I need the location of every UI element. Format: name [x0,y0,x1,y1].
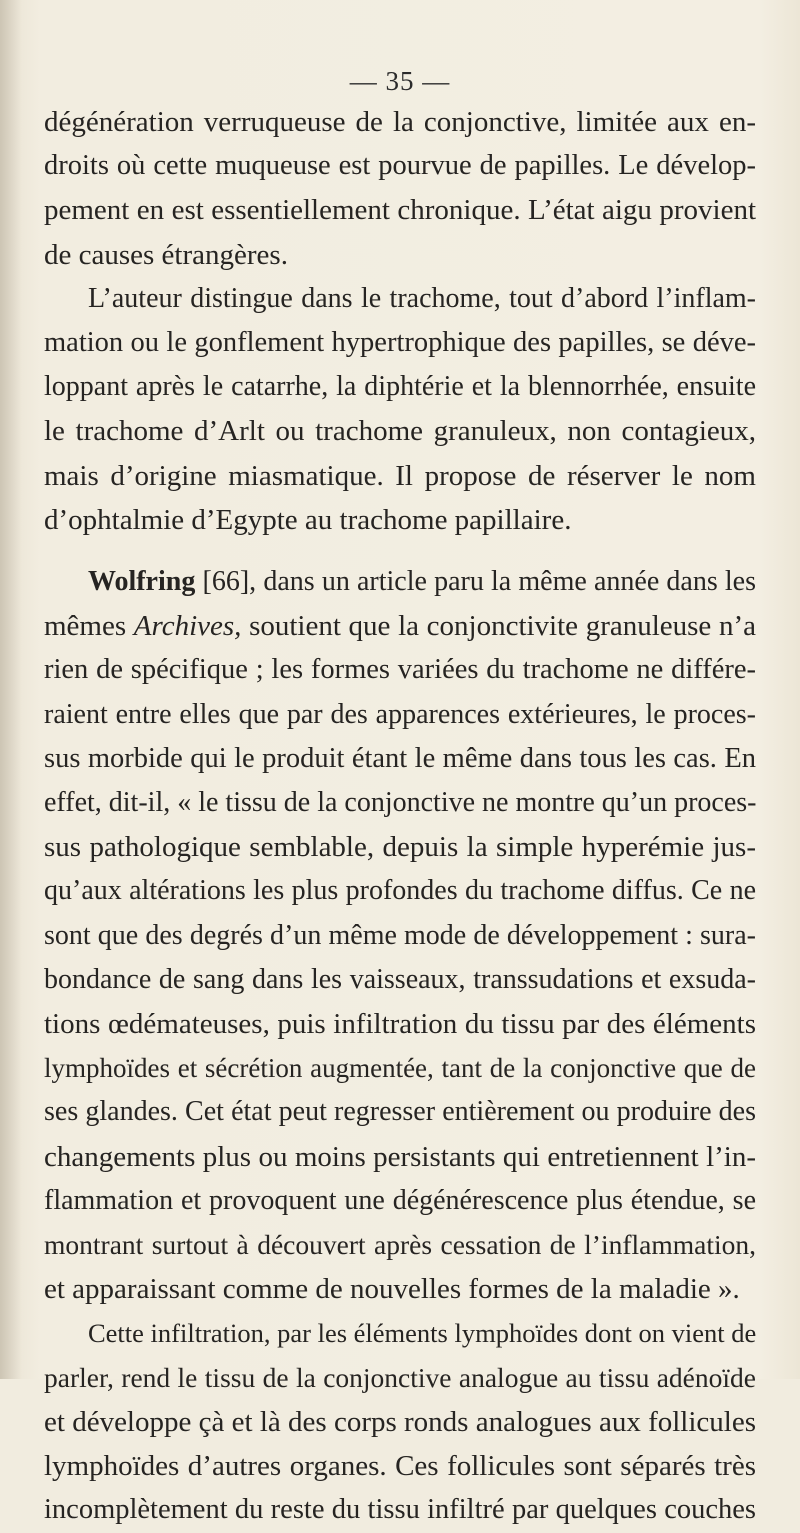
text-line: L’auteur distingue dans le trachome, tout d’abord l’inflam- [88,282,756,314]
text-line: le trachome d’Arlt ou trachome granuleux, non contagieux, [44,415,756,448]
text-line: mation ou le gonflement hypertrophique des papilles, se déve- [44,327,756,359]
reference-number: [66], [202,566,257,598]
journal-title: Archives, [133,610,242,643]
text-line: mais d’origine miasmatique. Il propose de réserver le nom [44,459,756,492]
text-line: sus pathologique semblable, depuis la simple hyperémie jus- [44,831,756,864]
text-line: de causes étrangères. [44,238,288,271]
text-line: ses glandes. Cet état peut regresser entièrement ou produire des [44,1096,756,1128]
text-line: droits où cette muqueuse est pourvue de papilles. Le dévelop- [44,150,756,182]
paragraph-1 [44,100,756,277]
text-line: Cette infiltration, par les éléments lymphoïdes dont on vient de [88,1318,757,1349]
body-text [44,100,756,1533]
paragraph-3 [44,560,756,1311]
text-line: tions œdémateuses, puis infiltration du tissu par des éléments [44,1008,756,1041]
text-line: sus morbide qui le produit étant le même dans tous les cas. En [44,742,756,774]
text-line: raient entre elles que par des apparences extérieures, le proces- [44,698,756,730]
text-line: rien de spécifique ; les formes variées du trachome ne différe- [44,654,756,686]
text-line: lymphoïdes d’autres organes. Ces follicules sont séparés très [44,1450,756,1483]
paragraph-4 [44,1311,756,1532]
paragraph-2 [44,277,756,542]
text-line: montrant surtout à découvert après cessation de l’inflammation, [44,1229,756,1261]
paragraph-gap [44,542,756,560]
text-line: pement en est essentiellement chronique. L’état aigu provient [44,194,756,227]
line-rest: dans un article paru la même année dans les [256,566,757,598]
text-line [44,604,756,648]
line-post: soutient que la conjonctivite granuleuse n’a [241,610,756,643]
text-line: lymphoïdes et sécrétion augmentée, tant de la conjonctive que de [44,1053,756,1084]
text-line: dégénération verruqueuse de la conjonctive, limitée aux en- [44,106,756,138]
text-line: et développe çà et là des corps ronds analogues aux follicules [44,1405,756,1438]
text-line: incomplètement du reste du tissu infiltré par quelques couches [44,1494,756,1526]
text-line: bondance de sang dans les vaisseaux, transsudations et exsuda- [44,963,756,995]
line-pre: mêmes [44,610,134,643]
binding-shadow [0,0,22,1379]
author-name: Wolfring [88,566,196,598]
text-line: sont que des degrés d’un même mode de développement : sura- [44,919,756,951]
text-line: changements plus ou moins persistants qui entretiennent l’in- [44,1140,756,1173]
text-line: qu’aux altérations les plus profondes du trachome diffus. Ce ne [44,875,756,907]
text-line: parler, rend le tissu de la conjonctive analogue au tissu adénoïde [44,1361,756,1393]
text-line [44,560,756,604]
text-line: effet, dit-il, « le tissu de la conjonctive ne montre qu’un proces- [44,787,757,819]
text-line: flammation et provoquent une dégénérescence plus étendue, se [44,1184,756,1216]
page-number: — 35 — [349,66,451,96]
text-line: d’ophtalmie d’Egypte au trachome papillaire. [44,503,572,536]
text-line: et apparaissant comme de nouvelles formes de la maladie ». [44,1273,740,1306]
text-line: loppant après le catarrhe, la diphtérie et la blennorrhée, ensuite [44,371,756,403]
